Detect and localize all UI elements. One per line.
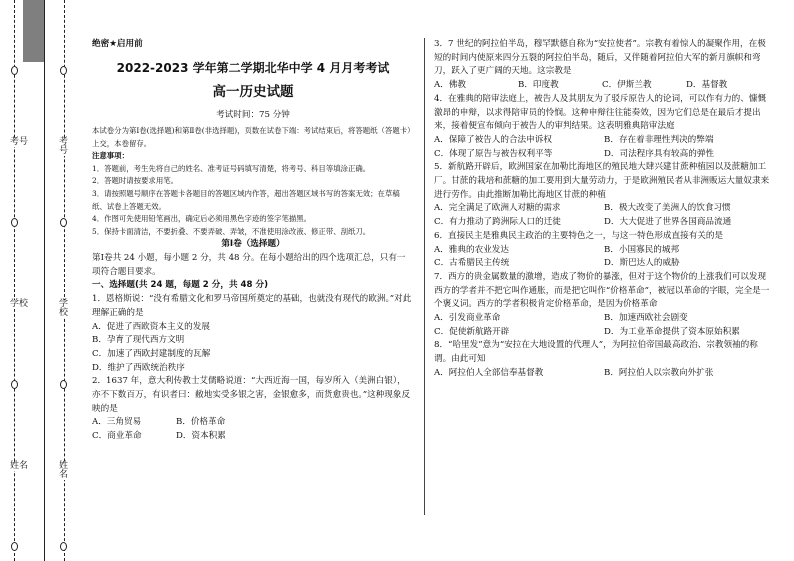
part1-title: 第Ⅰ卷（选择题） [221, 239, 285, 250]
question-8-options-row1 [434, 367, 771, 381]
binding-hole [11, 66, 18, 75]
question-2-option-c: C．商业革命 [92, 431, 142, 442]
question-3-option-c: C．伊斯兰教 [602, 80, 652, 91]
exam-duration: 考试时间：75 分钟 [216, 110, 290, 120]
question-1-option-b: B．孕育了现代西方文明 [92, 335, 185, 346]
question-3-option-d: D．基督教 [686, 80, 728, 91]
question-4-options-row2 [434, 148, 771, 162]
question-6-options-row2 [434, 257, 771, 271]
subject-title: 高一历史试题 [212, 84, 294, 100]
question-3-options [434, 79, 771, 93]
question-4-option-b: B．存在着非理性判决的弊端 [604, 134, 714, 145]
binding-margin [0, 0, 74, 561]
question-7-stem: 7．西方的贵金属数量的激增，造成了物价的暴涨，但对于这个物价的上涨我们可以发现西方的学者并不把它叫作通胀，而是把它叫作“价格革命”，被冠以革命的字眼，完全是一个褒义词。西方的学者积极肯定价格革命，是因为价格革命 [434, 271, 770, 310]
question-3-stem: 3．7 世纪的阿拉伯半岛，穆罕默德自称为“安拉使者”。宗教有着惊人的凝聚作用，在极短的时间内使原来四分五裂的阿拉伯半岛，随后，又伴随着阿拉伯大军的新月旗帜和弯刀，跃入了更广阔的天地。这宗教是 [434, 39, 766, 77]
question-7-option-c: C．促使新航路开辟 [434, 326, 510, 337]
question-6-stem: 6．直接民主是雅典民主政治的主要特色之一，与这一特色形成直接有关的是 [434, 230, 724, 241]
question-5-option-d: D．大大促进了世界各国商品流通 [604, 217, 732, 228]
question-4-option-a: A．保障了被告人的合法申诉权 [434, 134, 552, 145]
instruction-item: 1．答题前，考生先将自己的姓名、准考证号码填写清楚，将考号、科目等填涂正确。 [92, 163, 371, 173]
question-7-option-b: B．加速西欧社会剧变 [604, 313, 688, 324]
instructions-intro: 本试卷分为第Ⅰ卷(选择题)和第Ⅱ卷(非选择题)，页数在试卷下端：考试结束后，将答题纸（答题卡）上交，本卷留存。 [92, 126, 411, 148]
part1-description: 第Ⅰ卷共 24 小题，每小题 2 分，共 48 分。在每小题给出的四个选项汇总，只有一项符合题目要求。 [92, 253, 406, 277]
instruction-item: 5．保持卡面清洁，不要折叠、不要弄破、弄皱，不准使用涂改液、修正带、刮纸刀。 [92, 226, 371, 236]
binding-hole [11, 542, 18, 551]
question-5-option-a: A．完全满足了欧洲人对糖的需求 [434, 203, 561, 214]
binding-hole [11, 380, 18, 389]
margin-label-name-inner: 姓名 [59, 462, 74, 480]
question-6-option-a: A．雅典的农业发达 [434, 244, 509, 255]
margin-label-exam-no: 考号 [10, 137, 29, 147]
question-6-option-b: B．小国寡民的城邦 [604, 244, 680, 255]
question-3-option-b: B．印度教 [518, 80, 559, 91]
question-5-options-row1 [434, 202, 771, 216]
question-8-option-b: B．阿拉伯人以宗教向外扩张 [604, 367, 714, 378]
question-2-option-b: B．价格革命 [176, 417, 226, 428]
question-6-option-d: D．斯巴达人的威胁 [604, 258, 680, 269]
question-1-option-d: D．维护了西欧统治秩序 [92, 362, 185, 373]
instruction-item: 2．答题时请按要求用笔。 [92, 176, 179, 186]
question-6-option-c: C．古希腊民主传统 [434, 258, 510, 269]
binding-gray-band [23, 0, 45, 62]
binding-hole [60, 66, 67, 75]
question-1-stem: 1．恩格斯说：“没有希腊文化和罗马帝国所奠定的基础，也就没有现代的欧洲。”对此理解正确的是 [92, 294, 412, 318]
question-4-option-c: C．体现了原告与被告权利平等 [434, 148, 553, 159]
binding-hole [11, 218, 18, 227]
binding-hole [60, 380, 67, 389]
margin-label-name: 姓名 [10, 461, 29, 471]
binding-hole [60, 218, 67, 227]
instructions-heading: 注意事项： [92, 151, 129, 161]
question-4-stem: 4．在雅典的陪审法庭上，被告人及其朋友为了驳斥原告人的论词，可以作有力的、慷慨激昂的申辩，以求得陪审员的怜悯。这种申辩往往能奏效，因为它们总是在最后才提出来，接着便宣布倾向于被告人的审判结果。这表明雅典陪审法庭 [434, 93, 767, 132]
left-column [92, 38, 414, 444]
margin-label-school-inner: 学校 [59, 300, 74, 318]
inner-solid-line [44, 0, 45, 561]
question-2-stem: 2．1637 年，意大利传教士艾儒略说道：“大西近海一国，每岁所入（美洲白银），亦不下数百万，有识者曰：敝地实受多银之害，金银愈多，而货愈贵也。”这种现象反映的是 [92, 376, 411, 414]
instruction-item: 4．作图可先使用铅笔画出，确定后必须用黑色字迹的签字笔描黑。 [92, 214, 312, 224]
question-2-option-d: D．资本积累 [176, 431, 226, 442]
question-5-options-row2 [434, 216, 771, 230]
margin-label-exam-no-inner: 考号 [59, 138, 74, 156]
secret-mark: 绝密★启用前 [92, 39, 143, 49]
instruction-item: 3．请按照题号顺序在答题卡各题目的答题区域内作答，超出答题区域书写的答案无效；在草稿纸、试卷上答题无效。 [92, 188, 400, 211]
question-7-options-row2 [434, 326, 771, 340]
question-4-options-row1 [434, 134, 771, 148]
question-7-option-d: D．为工业革命提供了资本原始积累 [604, 326, 740, 337]
column-divider [424, 38, 425, 515]
question-2-options-row1 [92, 416, 414, 430]
binding-hole [60, 542, 67, 551]
outer-dashed-line [14, 0, 15, 561]
question-8-stem: 8．“哈里发”意为“安拉在大地设置的代理人”，为阿拉伯帝国最高政治、宗教领袖的称谓。由此可知 [434, 340, 758, 365]
question-2-options-row2 [92, 430, 414, 444]
question-5-option-c: C．有力推动了跨洲际人口的迁徙 [434, 217, 561, 228]
question-8-option-a: A．阿拉伯人全部信奉基督教 [434, 367, 544, 378]
question-5-stem: 5．新航路开辟后，欧洲国家在加勒比海地区的殖民地大肆兴建甘蔗种植园以及蔗糖加工厂。甘蔗的栽培和蔗糖的加工要用到大量劳动力，于是欧洲殖民者从非洲贩运大量奴隶来进行劳作。由此推断加勒比海地区甘蔗的种植 [434, 162, 770, 200]
question-5-option-b: B．极大改变了美洲人的饮食习惯 [604, 203, 731, 214]
question-1-option-c: C．加速了西欧封建制度的瓦解 [92, 348, 211, 359]
exam-title: 2022-2023 学年第二学期北华中学 4 月月考考试 [116, 61, 390, 75]
question-4-option-d: D．司法程序具有较高的弹性 [604, 148, 715, 159]
question-3-option-a: A．佛教 [434, 80, 466, 91]
question-1-option-a: A．促进了西欧资本主义的发展 [92, 321, 210, 332]
section-heading: 一、选择题(共 24 题，每题 2 分，共 48 分) [92, 280, 269, 291]
question-7-option-a: A．引发商业革命 [434, 313, 501, 324]
question-2-option-a: A．三角贸易 [92, 417, 142, 428]
margin-label-school: 学校 [10, 299, 29, 309]
question-7-options-row1 [434, 312, 771, 326]
question-6-options-row1 [434, 244, 771, 258]
right-column [434, 38, 771, 381]
